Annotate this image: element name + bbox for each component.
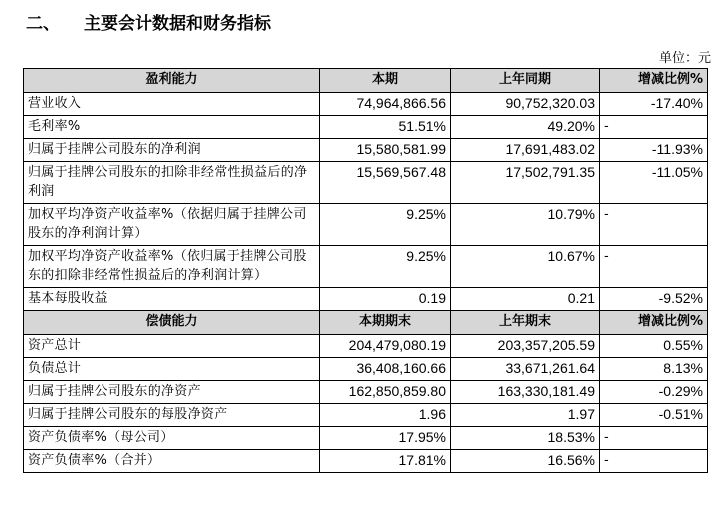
table-row <box>24 116 708 139</box>
unit-label: 单位：元 <box>658 51 711 66</box>
row-current-value: 0.19 <box>320 288 451 311</box>
table-row <box>24 358 708 381</box>
financial-indicators-table <box>23 68 708 473</box>
row-change-value: -11.93% <box>600 139 708 162</box>
table-row <box>24 204 708 246</box>
solvency-header-current: 本期期末 <box>320 311 451 335</box>
row-change-value: -0.51% <box>600 404 708 427</box>
row-change-value: - <box>600 116 708 139</box>
row-change-value: 0.55% <box>600 335 708 358</box>
row-previous-value: 49.20% <box>451 116 600 139</box>
row-label: 营业收入 <box>24 93 320 116</box>
row-change-value: - <box>600 450 708 473</box>
row-label: 资产总计 <box>24 335 320 358</box>
row-label: 归属于挂牌公司股东的每股净资产 <box>24 404 320 427</box>
solvency-section <box>24 311 708 473</box>
table-row <box>24 246 708 288</box>
row-previous-value: 1.97 <box>451 404 600 427</box>
profit-header-current: 本期 <box>320 69 451 93</box>
row-current-value: 17.81% <box>320 450 451 473</box>
row-previous-value: 17,691,483.02 <box>451 139 600 162</box>
solvency-header-change: 增减比例% <box>600 311 708 335</box>
section-title: 主要会计数据和财务指标 <box>84 14 271 34</box>
row-change-value: - <box>600 204 708 246</box>
row-current-value: 74,964,866.56 <box>320 93 451 116</box>
row-previous-value: 18.53% <box>451 427 600 450</box>
row-label: 资产负债率%（合并） <box>24 450 320 473</box>
row-current-value: 9.25% <box>320 246 451 288</box>
profit-header-row <box>24 69 708 93</box>
row-previous-value: 16.56% <box>451 450 600 473</box>
row-change-value: 8.13% <box>600 358 708 381</box>
table-row <box>24 404 708 427</box>
row-previous-value: 163,330,181.49 <box>451 381 600 404</box>
table-row <box>24 139 708 162</box>
row-current-value: 15,580,581.99 <box>320 139 451 162</box>
row-change-value: - <box>600 246 708 288</box>
solvency-header-previous: 上年期末 <box>451 311 600 335</box>
row-previous-value: 10.79% <box>451 204 600 246</box>
section-number: 二、 <box>26 14 60 34</box>
table-row <box>24 288 708 311</box>
row-label: 资产负债率%（母公司） <box>24 427 320 450</box>
table-row <box>24 162 708 204</box>
row-current-value: 36,408,160.66 <box>320 358 451 381</box>
row-change-value: -9.52% <box>600 288 708 311</box>
table-row <box>24 335 708 358</box>
row-current-value: 17.95% <box>320 427 451 450</box>
row-current-value: 1.96 <box>320 404 451 427</box>
profit-header-label: 盈利能力 <box>24 69 320 93</box>
row-change-value: -0.29% <box>600 381 708 404</box>
row-change-value: - <box>600 427 708 450</box>
row-previous-value: 90,752,320.03 <box>451 93 600 116</box>
solvency-header-row <box>24 311 708 335</box>
row-label: 归属于挂牌公司股东的净资产 <box>24 381 320 404</box>
row-label: 毛利率% <box>24 116 320 139</box>
row-current-value: 51.51% <box>320 116 451 139</box>
row-previous-value: 33,671,261.64 <box>451 358 600 381</box>
table-row <box>24 381 708 404</box>
row-label: 归属于挂牌公司股东的扣除非经常性损益后的净利润 <box>24 162 320 204</box>
row-previous-value: 10.67% <box>451 246 600 288</box>
row-current-value: 162,850,859.80 <box>320 381 451 404</box>
row-label: 加权平均净资产收益率%（依归属于挂牌公司股东的扣除非经常性损益后的净利润计算） <box>24 246 320 288</box>
table-row <box>24 427 708 450</box>
row-label: 归属于挂牌公司股东的净利润 <box>24 139 320 162</box>
row-label: 加权平均净资产收益率%（依据归属于挂牌公司股东的净利润计算） <box>24 204 320 246</box>
profit-section <box>24 69 708 311</box>
row-previous-value: 17,502,791.35 <box>451 162 600 204</box>
section-heading <box>26 9 271 34</box>
table-row <box>24 450 708 473</box>
profit-header-change: 增减比例% <box>600 69 708 93</box>
profit-header-previous: 上年同期 <box>451 69 600 93</box>
row-label: 负债总计 <box>24 358 320 381</box>
row-change-value: -11.05% <box>600 162 708 204</box>
row-current-value: 15,569,567.48 <box>320 162 451 204</box>
row-current-value: 204,479,080.19 <box>320 335 451 358</box>
row-previous-value: 203,357,205.59 <box>451 335 600 358</box>
row-previous-value: 0.21 <box>451 288 600 311</box>
row-change-value: -17.40% <box>600 93 708 116</box>
row-current-value: 9.25% <box>320 204 451 246</box>
solvency-header-label: 偿债能力 <box>24 311 320 335</box>
row-label: 基本每股收益 <box>24 288 320 311</box>
table-row <box>24 93 708 116</box>
